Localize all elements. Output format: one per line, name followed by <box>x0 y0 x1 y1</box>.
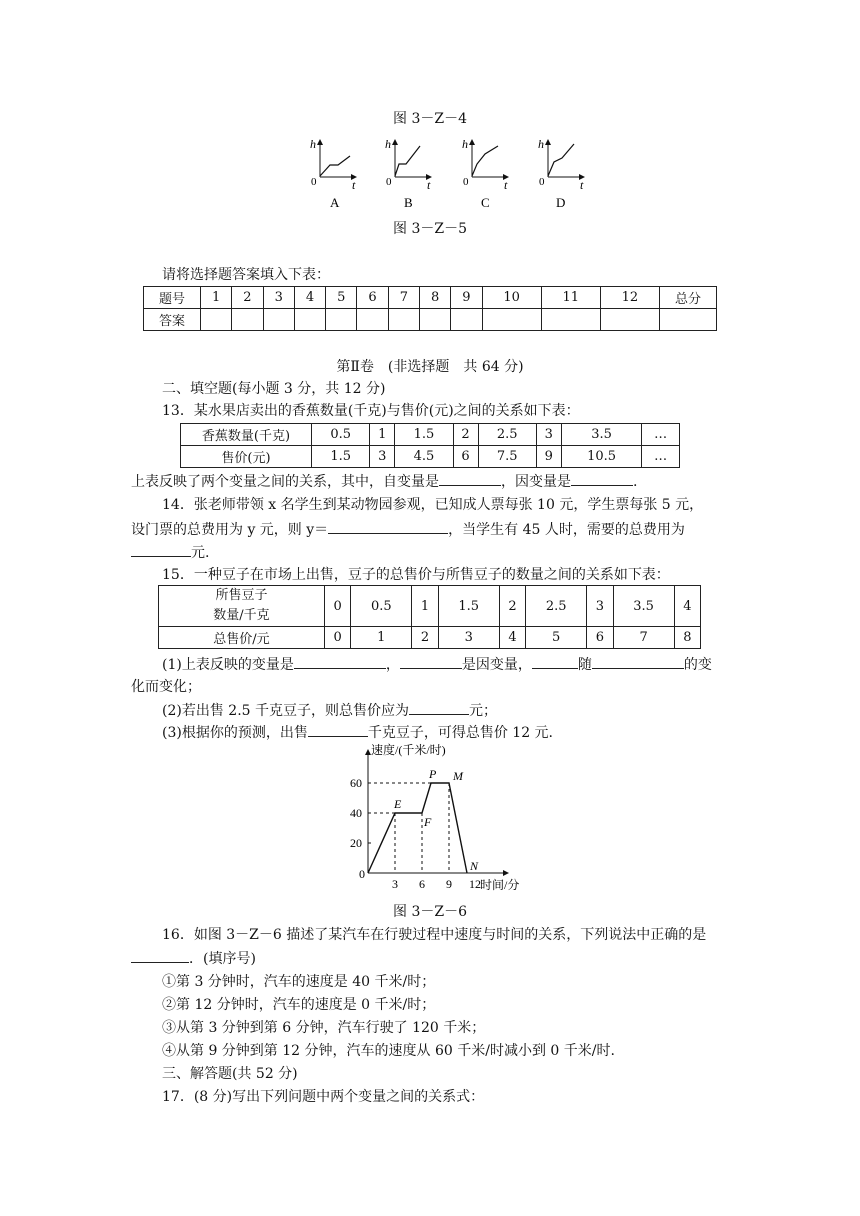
point-label: M <box>453 769 463 783</box>
table-cell: 7 <box>388 287 419 309</box>
table-cell: 1.5 <box>395 424 453 446</box>
table-cell: 0.5 <box>351 586 412 627</box>
table-cell: 2 <box>412 627 438 649</box>
q15-blank-kg[interactable] <box>308 722 368 737</box>
option-d-letter: D <box>556 195 566 210</box>
table-cell: 5 <box>326 287 357 309</box>
table-cell: 2 <box>232 287 263 309</box>
table-cell: 3 <box>438 627 499 649</box>
x-tick-label: 6 <box>419 877 425 891</box>
x-tick-label: 3 <box>392 877 398 891</box>
figure-5-options <box>300 132 590 212</box>
table-cell: 总售价/元 <box>159 627 325 649</box>
graph-option-c <box>462 137 508 210</box>
table-cell: 3.5 <box>613 586 674 627</box>
q15-p1-text-e: 的变 <box>683 657 712 673</box>
table-cell: 0.5 <box>312 424 370 446</box>
table-cell: 4 <box>674 586 700 627</box>
q15-p3-text-b: 千克豆子，可得总售价 12 元. <box>367 725 554 741</box>
q14-text-b: ，当学生有 45 人时，需要的总费用为 <box>448 522 685 538</box>
c-origin: 0 <box>463 176 469 188</box>
b-h-label: h <box>385 137 391 151</box>
q15-part-1 <box>162 654 712 675</box>
answer-cell[interactable] <box>388 309 419 331</box>
d-t-label: t <box>580 178 584 192</box>
answer-cell[interactable] <box>201 309 232 331</box>
table-cell: 1 <box>351 627 412 649</box>
table-cell: 3 <box>370 446 395 468</box>
answer-table-header-row <box>144 287 717 309</box>
table-cell: 4.5 <box>395 446 453 468</box>
q15-p1-text-d: 随 <box>577 657 592 673</box>
q13-text: 13．某水果店卖出的香蕉数量(千克)与售价(元)之间的关系如下表： <box>162 403 580 419</box>
q15-label-1a: 所售豆子 <box>215 588 268 603</box>
table-cell: 6 <box>587 627 613 649</box>
q13-blank-dependent[interactable] <box>571 471 633 486</box>
q16-line-2 <box>131 948 256 969</box>
table-cell: 3 <box>536 424 561 446</box>
y-tick-label: 40 <box>350 806 362 820</box>
table-cell: 售价(元) <box>181 446 312 468</box>
table-cell <box>159 586 325 627</box>
origin-label: 0 <box>359 867 365 881</box>
figure-4-caption: 图 3－Z－4 <box>393 111 467 127</box>
d-h-label: h <box>538 137 544 151</box>
q14-text-c: 元. <box>191 545 210 561</box>
table-cell: … <box>642 446 680 468</box>
q14-line-2 <box>131 519 685 540</box>
graph-option-a <box>310 137 356 210</box>
q15-part-3 <box>162 722 553 743</box>
table-cell: 2 <box>453 424 478 446</box>
q13-row-1 <box>181 424 680 446</box>
answer-cell[interactable] <box>263 309 294 331</box>
answer-table-answer-row <box>144 309 717 331</box>
q15-row-1 <box>159 586 701 627</box>
q15-blank-changes[interactable] <box>592 654 684 669</box>
part2-title: 第Ⅱ卷 (非选择题 共 64 分) <box>336 359 524 375</box>
q16-text-b: ．(填序号) <box>189 951 256 967</box>
graph-option-b <box>385 137 431 210</box>
graph-option-d <box>538 137 584 210</box>
b-origin: 0 <box>386 176 392 188</box>
table-cell: 0 <box>325 586 351 627</box>
q17-text: 17．(8 分)写出下列问题中两个变量之间的关系式： <box>162 1089 485 1105</box>
point-label: F <box>424 815 432 829</box>
q15-label-1b: 数量/千克 <box>213 608 270 623</box>
table-cell: 答案 <box>144 309 201 331</box>
table-cell: 0 <box>325 627 351 649</box>
q13-text-b: ，因变量是 <box>501 474 571 490</box>
table-cell: 4 <box>294 287 325 309</box>
table-cell: 1.5 <box>312 446 370 468</box>
y-axis-label: 速度/(千米/时) <box>371 743 446 757</box>
answer-prompt: 请将选择题答案填入下表： <box>162 267 330 283</box>
table-cell: 2 <box>499 586 525 627</box>
figure-6-caption: 图 3－Z－6 <box>393 904 467 920</box>
q16-option-1: ①第 3 分钟时，汽车的速度是 40 千米/时； <box>162 974 436 990</box>
q14-text-a: 设门票的总费用为 y 元，则 y＝ <box>131 522 329 538</box>
answer-cell[interactable] <box>326 309 357 331</box>
d-origin: 0 <box>539 176 545 188</box>
q14-line-3 <box>131 542 209 563</box>
table-cell: 10.5 <box>561 446 642 468</box>
section3-title: 三、解答题(共 52 分) <box>162 1066 298 1082</box>
table-cell: 3 <box>587 586 613 627</box>
q15-table <box>158 585 701 649</box>
table-cell: 8 <box>674 627 700 649</box>
table-cell: 3.5 <box>561 424 642 446</box>
q13-text-c: . <box>633 474 638 490</box>
table-cell: 香蕉数量(千克) <box>181 424 312 446</box>
table-cell: 11 <box>541 287 600 309</box>
table-cell: 9 <box>451 287 482 309</box>
answer-cell[interactable] <box>294 309 325 331</box>
q13-blank-independent[interactable] <box>439 471 501 486</box>
table-cell: 1 <box>412 586 438 627</box>
answer-cell[interactable] <box>660 309 717 331</box>
answer-cell[interactable] <box>232 309 263 331</box>
table-cell: 12 <box>600 287 659 309</box>
option-c-letter: C <box>481 195 490 210</box>
option-a-letter: A <box>330 195 340 210</box>
point-label: N <box>470 859 479 873</box>
table-cell: 4 <box>499 627 525 649</box>
q16-blank-answer[interactable] <box>131 948 189 963</box>
figure-6-chart <box>340 742 540 892</box>
table-cell: 6 <box>357 287 388 309</box>
point-label: P <box>429 767 437 781</box>
c-h-label: h <box>462 137 468 151</box>
table-cell: 2.5 <box>526 586 587 627</box>
q15-p1-text-a: (1)上表反映的变量是 <box>162 657 294 673</box>
table-cell: 6 <box>453 446 478 468</box>
table-cell: 3 <box>263 287 294 309</box>
q13-fill-line <box>131 471 637 492</box>
answer-cell[interactable] <box>419 309 450 331</box>
figure-5-graphs <box>300 132 590 212</box>
table-cell: 1.5 <box>438 586 499 627</box>
answer-cell[interactable] <box>482 309 541 331</box>
figure-5-caption: 图 3－Z－5 <box>393 221 467 237</box>
q16-line-1: 16．如图 3－Z－6 描述了某汽车在行驶过程中速度与时间的关系，下列说法中正确的是 <box>162 927 707 943</box>
q15-p3-text-a: (3)根据你的预测，出售 <box>162 725 308 741</box>
q15-p1-text-b: ， <box>385 657 400 673</box>
q16-option-4: ④从第 9 分钟到第 12 分钟，汽车的速度从 60 千米/时减小到 0 千米/时. <box>162 1043 615 1059</box>
q15-p1-text-c: 是因变量， <box>461 657 532 673</box>
q15-text: 15．一种豆子在市场上出售，豆子的总售价与所售豆子的数量之间的关系如下表： <box>162 567 670 583</box>
table-cell: 9 <box>536 446 561 468</box>
answer-cell[interactable] <box>600 309 659 331</box>
table-cell: 5 <box>526 627 587 649</box>
q15-part-2 <box>162 700 497 721</box>
b-t-label: t <box>427 178 431 192</box>
x-tick-label: 12 <box>469 877 481 891</box>
y-tick-label: 60 <box>350 776 362 790</box>
c-t-label: t <box>504 178 508 192</box>
a-origin: 0 <box>311 176 317 188</box>
table-cell: 10 <box>482 287 541 309</box>
q13-row-2 <box>181 446 680 468</box>
q13-text-a: 上表反映了两个变量之间的关系，其中，自变量是 <box>131 474 439 490</box>
answer-cell[interactable] <box>357 309 388 331</box>
table-cell: 7 <box>613 627 674 649</box>
answer-table <box>143 286 717 331</box>
x-tick-label: 9 <box>446 877 452 891</box>
table-cell: 1 <box>370 424 395 446</box>
table-cell: 总分 <box>660 287 717 309</box>
q16-option-2: ②第 12 分钟时，汽车的速度是 0 千米/时； <box>162 997 436 1013</box>
q15-part-1-cont: 化而变化； <box>131 679 201 695</box>
q15-blank-price[interactable] <box>409 700 469 715</box>
point-label: E <box>394 797 402 811</box>
speed-line <box>368 783 467 873</box>
q15-blank-dependent[interactable] <box>400 654 462 669</box>
table-cell: 2.5 <box>478 424 536 446</box>
a-h-label: h <box>310 137 316 151</box>
y-tick-label: 20 <box>350 836 362 850</box>
x-axis-label: 时间/分 <box>480 878 520 892</box>
q14-blank-expression[interactable] <box>328 519 448 534</box>
a-t-label: t <box>352 178 356 192</box>
q15-blank-follows[interactable] <box>532 654 578 669</box>
q15-blank-variables[interactable] <box>294 654 386 669</box>
q15-p2-text-b: 元； <box>469 703 497 719</box>
option-b-letter: B <box>404 195 413 210</box>
q16-option-3: ③从第 3 分钟到第 6 分钟，汽车行驶了 120 千米； <box>162 1020 486 1036</box>
q14-blank-cost[interactable] <box>131 542 191 557</box>
table-cell: … <box>642 424 680 446</box>
table-cell: 1 <box>201 287 232 309</box>
speed-time-graph <box>340 742 540 892</box>
q15-row-2 <box>159 627 701 649</box>
answer-cell[interactable] <box>451 309 482 331</box>
q13-table <box>180 423 680 468</box>
answer-cell[interactable] <box>541 309 600 331</box>
q15-p2-text-a: (2)若出售 2.5 千克豆子，则总售价应为 <box>162 703 409 719</box>
section2-title: 二、填空题(每小题 3 分，共 12 分) <box>162 381 386 397</box>
table-cell: 题号 <box>144 287 201 309</box>
table-cell: 7.5 <box>478 446 536 468</box>
q14-line-1: 14．张老师带领 x 名学生到某动物园参观，已知成人票每张 10 元，学生票每张 5 元， <box>162 497 704 513</box>
table-cell: 8 <box>419 287 450 309</box>
